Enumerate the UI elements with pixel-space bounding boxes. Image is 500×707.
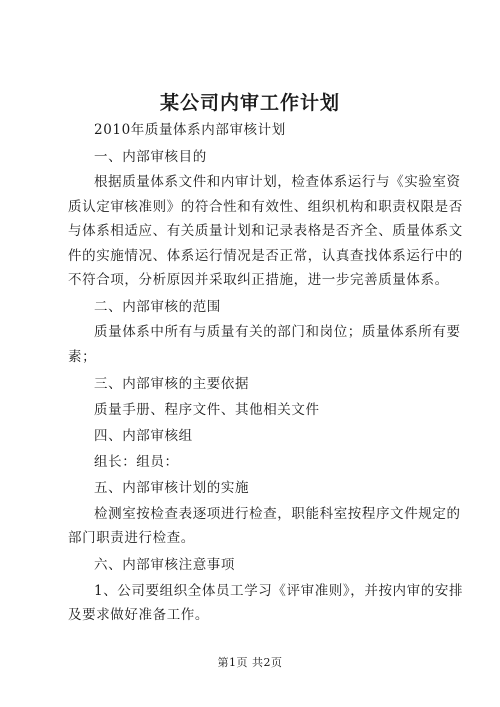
section-1-paragraph-line-3: 与体系相适应、有关质量计划和记录表格是否齐全、质量体系文	[68, 223, 463, 239]
section-6-heading: 六、内部审核注意事项	[94, 557, 235, 573]
section-3-heading: 三、内部审核的主要依据	[94, 376, 250, 392]
section-5-paragraph-line-2: 部门职责进行检查。	[68, 530, 195, 546]
section-1-paragraph-line-1: 根据质量体系文件和内审计划，检查体系运行与《实验室资	[94, 174, 461, 190]
section-6-paragraph-line-2: 及要求做好准备工作。	[68, 607, 209, 623]
section-2-heading: 二、内部审核的范围	[94, 299, 221, 315]
page-footer: 第1页 共2页	[217, 656, 283, 669]
section-1-paragraph-line-5: 不符合项，分析原因并采取纠正措施，进一步完善质量体系。	[68, 272, 449, 288]
section-4-paragraph: 组长：组员：	[94, 454, 179, 470]
plan-heading: 2010年质量体系内部审核计划	[94, 122, 286, 138]
document-title: 某公司内审工作计划	[159, 92, 340, 114]
section-2-paragraph-line-2: 素；	[68, 349, 97, 365]
section-1-heading: 一、内部审核目的	[94, 149, 207, 165]
section-5-paragraph-line-1: 检测室按检查表逐项进行检查，职能科室按程序文件规定的	[94, 506, 461, 522]
section-4-heading: 四、内部审核组	[94, 428, 193, 444]
section-6-paragraph-line-1: 1、公司要组织全体员工学习《评审准则》，并按内审的安排	[94, 583, 464, 599]
section-1-paragraph-line-2: 质认定审核准则》的符合性和有效性、组织机构和职责权限是否	[68, 199, 463, 215]
section-5-heading: 五、内部审核计划的实施	[94, 480, 250, 496]
section-1-paragraph-line-4: 件的实施情况、体系运行情况是否正常，认真查找体系运行中的	[68, 248, 463, 264]
section-3-paragraph: 质量手册、程序文件、其他相关文件	[94, 402, 320, 418]
section-2-paragraph-line-1: 质量体系中所有与质量有关的部门和岗位；质量体系所有要	[94, 324, 461, 340]
